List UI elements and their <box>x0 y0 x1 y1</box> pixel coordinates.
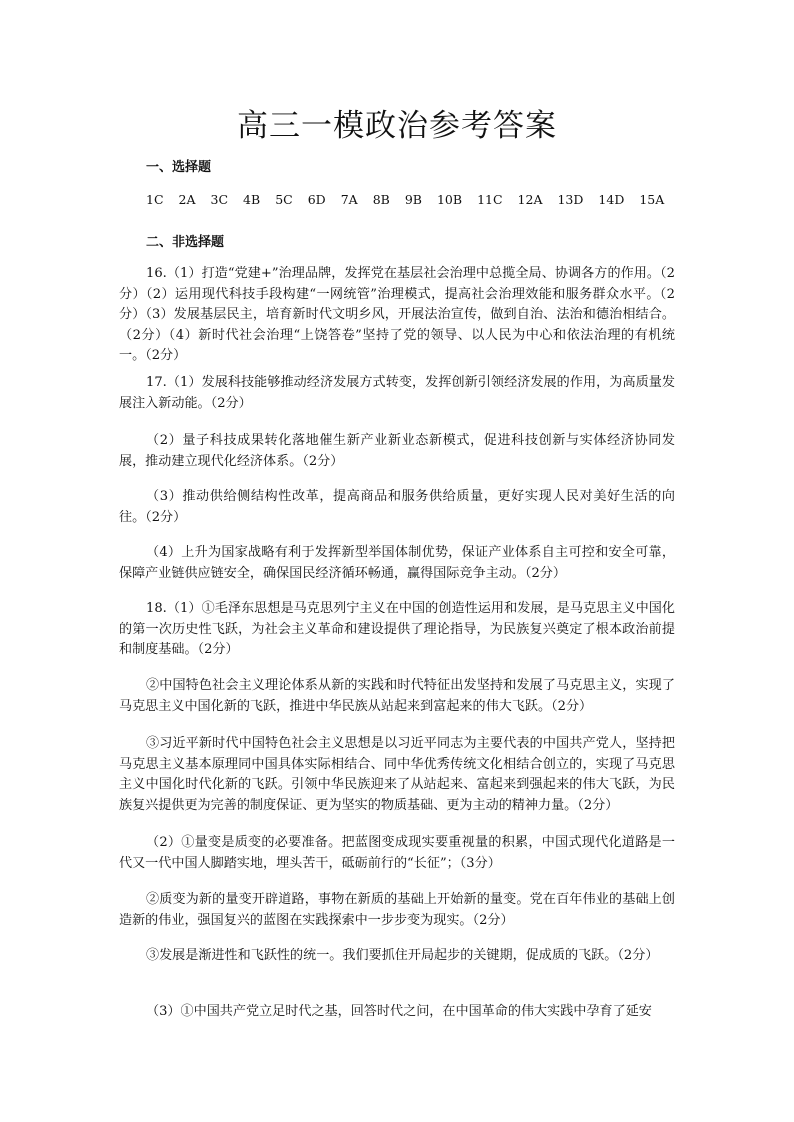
answer-paragraph-q18-2c: ③发展是渐进性和飞跃性的统一。我们要抓住开局起步的关键期，促成质的飞跃。（2分） <box>146 948 659 963</box>
answer-paragraph-q17-1: 17.（1）发展科技能够推动经济发展方式转变，发挥创新引领经济发展的作用，为高质量发展注入新动能。（2分） <box>119 375 675 411</box>
answer-paragraph-q17-4: （4）上升为国家战略有利于发挥新型举国体制优势，保证产业体系自主可控和安全可靠，保障产业链供应链安全，确保国民经济循环畅通，赢得国际竞争主动。（2分） <box>119 545 675 581</box>
answer-paragraph-q18-2a: （2）①量变是质变的必要准备。把蓝图变成现实要重视量的积累，中国式现代化道路是一代又一代中国人脚踏实地，埋头苦干，砥砺前行的“长征”；（3分） <box>119 835 675 871</box>
answer-paragraph-q18-1a: 18.（1）①毛泽东思想是马克思列宁主义在中国的创造性运用和发展，是马克思主义中国化的第一次历史性飞跃，为社会主义革命和建设提供了理论指导，为民族复兴奠定了根本政治前提和制度基础。（2分） <box>119 601 675 657</box>
answer-item: 15A <box>639 192 665 207</box>
answer-paragraph-q18-3a: （3）①中国共产党立足时代之基，回答时代之问，在中国革命的伟大实践中孕育了延安 <box>146 1004 652 1019</box>
answer-item: 10B <box>436 192 463 207</box>
answer-paragraph-q18-2b: ②质变为新的量变开辟道路，事物在新质的基础上开始新的量变。党在百年伟业的基础上创造新的伟业，强国复兴的蓝图在实践探索中一步步变为现实。（2分） <box>119 892 675 928</box>
answer-item: 11C <box>477 192 503 207</box>
answer-item: 3C <box>210 192 229 207</box>
page-title: 高三一模政治参考答案 <box>237 108 557 144</box>
multiple-choice-answers <box>146 192 679 207</box>
answer-paragraph-q17-2: （2）量子科技成果转化落地催生新产业新业态新模式，促进科技创新与实体经济协同发展，推动建立现代化经济体系。（2分） <box>119 433 675 469</box>
answer-paragraph-q18-1c: ③习近平新时代中国特色社会主义思想是以习近平同志为主要代表的中国共产党人，坚持把马克思主义基本原理同中国具体实际相结合、同中华优秀传统文化相结合创立的，实现了马克思主义中国化时代化新的飞跃。引领中华民族迎来了从站起来、富起来到强起来的伟大飞跃，为民族复兴提供更为完善的制度保证、更为坚实的物质基础、更为主动的精神力量。（2分） <box>119 736 675 813</box>
section-heading-multiple-choice: 一、选择题 <box>146 160 212 175</box>
answer-item: 1C <box>146 192 164 207</box>
answer-item: 6D <box>307 192 326 207</box>
answer-item: 12A <box>517 192 543 207</box>
answer-item: 13D <box>557 192 584 207</box>
answer-item: 9B <box>404 192 422 207</box>
answer-paragraph-q18-1b: ②中国特色社会主义理论体系从新的实践和时代特征出发坚持和发展了马克思主义，实现了马克思主义中国化新的飞跃，推进中华民族从站起来到富起来的伟大飞跃。（2分） <box>119 678 675 714</box>
answer-item: 7A <box>340 192 358 207</box>
answer-item: 2A <box>178 192 196 207</box>
answer-paragraph-q16: 16.（1）打造“党建+”治理品牌，发挥党在基层社会治理中总揽全局、协调各方的作用。（2分）（2）运用现代科技手段构建“一网统管”治理模式，提高社会治理效能和服务群众水平。（2分）（3）发展基层民主，培育新时代文明乡风，开展法治宣传，做到自治、法治和德治相结合。（2分）（4）新时代社会治理“上饶答卷”坚持了党的领导、以人民为中心和依法治理的有机统一。（2分） <box>119 266 675 363</box>
answer-item: 4B <box>243 192 261 207</box>
answer-item: 5C <box>275 192 293 207</box>
answer-item: 14D <box>598 192 625 207</box>
section-heading-non-multiple-choice: 二、非选择题 <box>146 235 225 250</box>
answer-paragraph-q17-3: （3）推动供给侧结构性改革，提高商品和服务供给质量，更好实现人民对美好生活的向往。（2分） <box>119 489 675 525</box>
answer-item: 8B <box>372 192 390 207</box>
